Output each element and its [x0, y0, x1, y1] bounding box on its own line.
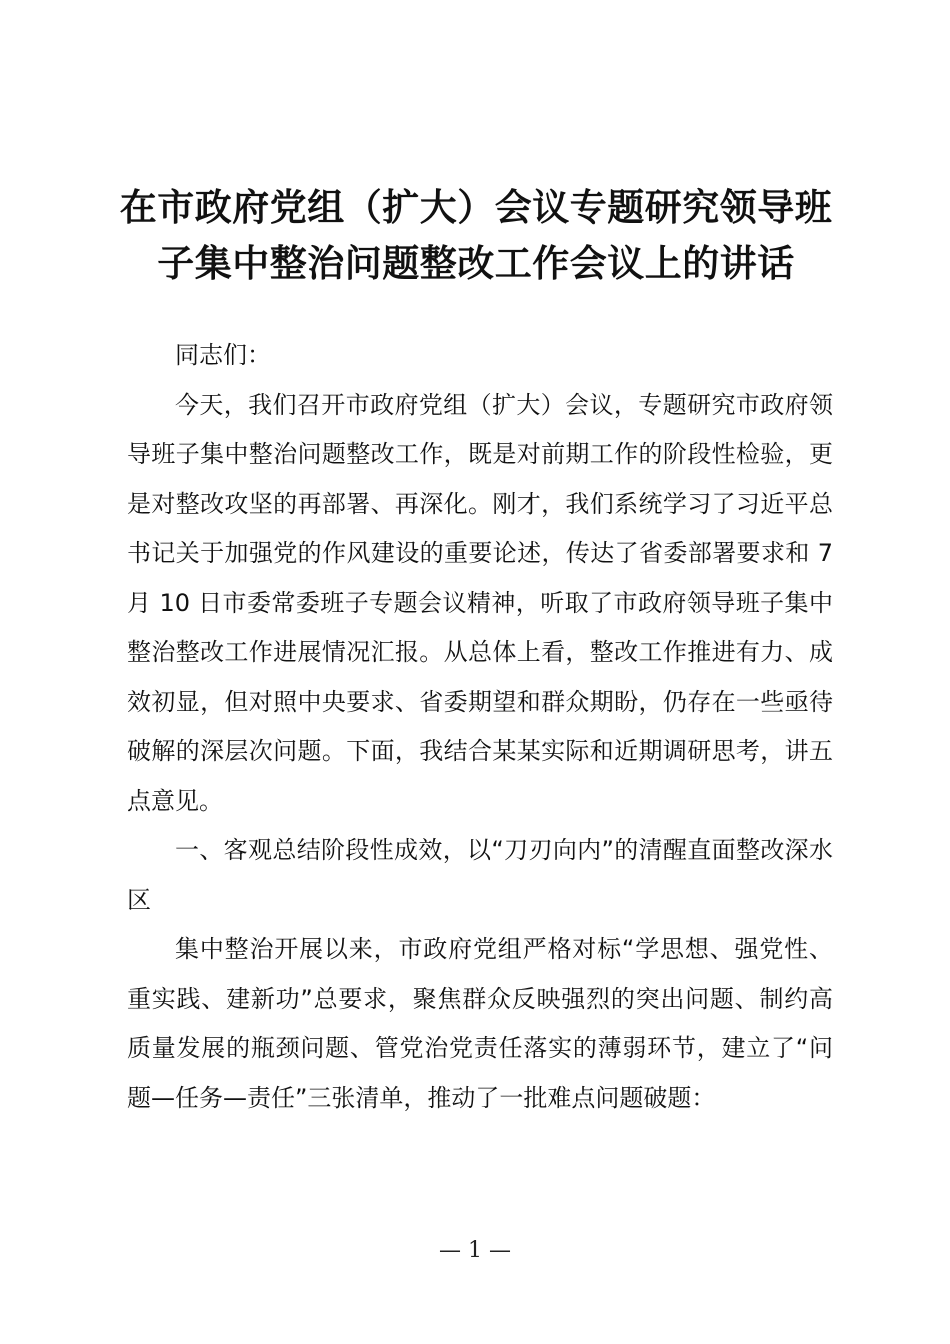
document-title: 在市政府党组（扩大）会议专题研究领导班子集中整治问题整改工作会议上的讲话 — [119, 186, 833, 285]
section-1-paragraph: 集中整治开展以来，市政府党组严格对标“学思想、强党性、重实践、建新功”总要求，聚焦群众反映强烈的突出问题、制约高质量发展的瓶颈问题、管党治党责任落实的薄弱环节，建立了“问题—任务—责任”三张清单，推动了一批难点问题破题： — [127, 935, 833, 1112]
salutation-paragraph: 同志们： — [175, 341, 271, 369]
section-heading-1: 一、客观总结阶段性成效，以“刀刃向内”的清醒直面整改深水区 — [127, 836, 833, 914]
intro-paragraph: 今天，我们召开市政府党组（扩大）会议，专题研究市政府领导班子集中整治问题整改工作，既是对前期工作的阶段性检验，更是对整改攻坚的再部署、再深化。刚才，我们系统学习了习近平总书记关于加强党的作风建设的重要论述，传达了省委部署要求和 7 月 10 日市委常委班子专题会议精神，听取了市政府领导班子集中整治整改工作进展情况汇报。从总体上看，整改工作推进有力、成效初显，但对照中央要求、省委期望和群众期盼，仍存在一些亟待破解的深层次问题。下面，我结合某某实际和近期调研思考，讲五点意见。 — [127, 390, 833, 815]
document-body — [127, 331, 833, 1123]
page-number: — 1 — — [439, 1238, 511, 1263]
